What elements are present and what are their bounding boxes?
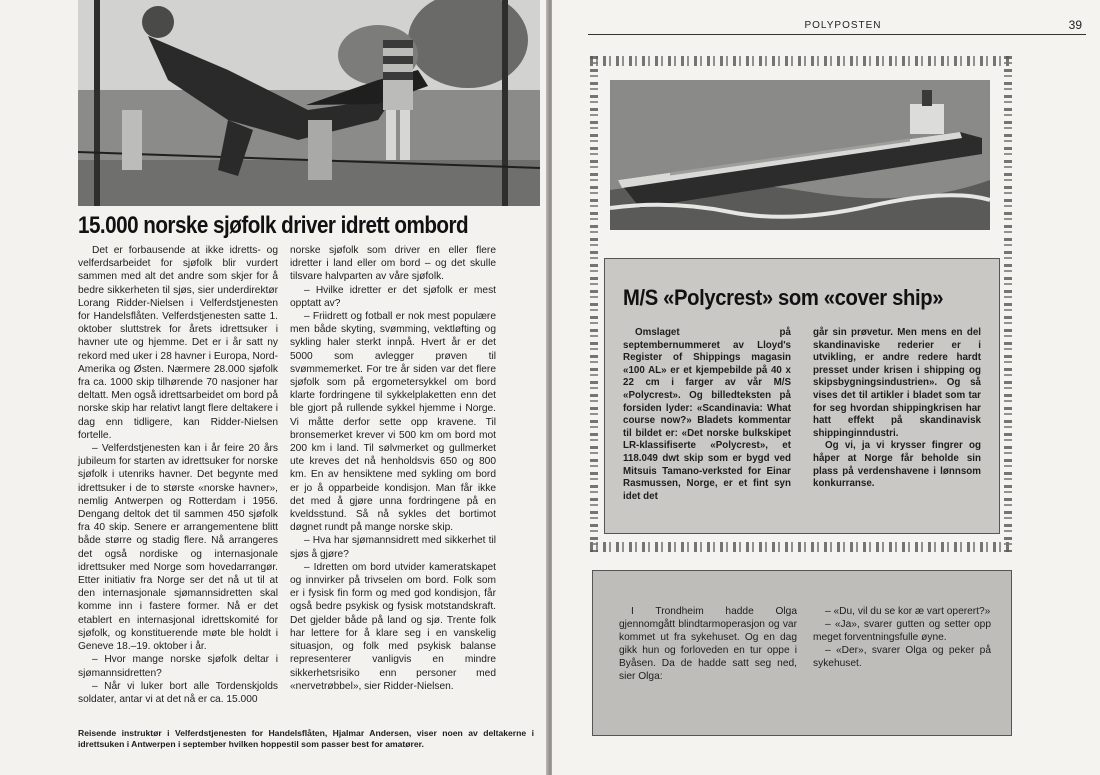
paragraph: – Hvilke idretter er det sjøfolk er mest opptatt av?	[290, 284, 496, 309]
paragraph: – «Du, vil du se kor æ vart operert?»	[825, 606, 991, 617]
paragraph: Det er forbausende at ikke idretts- og velferdsarbeidet for sjøfolk blir vurdert sammen med alt det andre som skjer for å bedre sikkerheten til sjøs, sier underdirektør Lorang Ridder-Nielsen i Velferdstjenesten for Handelsflåten. Velferdstjenesten satte 1. oktober sluttstrek for årets idrettsuker i havner ute og hjemme. Det er i år satt ny rekord med uker i 28 havner i Europa, Nord-Amerika og Østen. Nærmere 28.000 sjøfolk fra ca. 1000 skip tilhørende 70 nasjoner har deltatt. Men også idrettsarbeidet om bord på norske skip har relativt langt flere deltakere i dag enn tidligere, kan Ridder-Nielsen fortelle.	[78, 245, 278, 441]
polycrest-column-2	[813, 327, 981, 491]
olga-anecdote-box	[592, 570, 1012, 736]
ship-photo	[610, 80, 990, 230]
frame-border-bottom	[590, 542, 1012, 552]
running-head: POLYPOSTEN	[804, 20, 882, 31]
frame-border-right	[1004, 56, 1012, 552]
paragraph: – Velferdstjenesten kan i år feire 20 års jubileum for starten av idrettsuker for norske sjøfolk i utenriks havner. Det begynte med idrettsuker i de to største «norske havner», nemlig Antwerpen og Rotterdam i 1956. Dengang deltok det til sammen 450 sjøfolk fra 40 skip. Senere er arrangementene blitt både større og stadig flere. Nå arrangeres det også nordiske og internasjonale idrettsuker med Norge som hovedarrangør. Etter initiativ fra Norge ser det nå ut til at den internasjonale sjømannsidretten skal komme inn i fastere former. Nå er det etablert en internasjonal idrettskomité for sjøfolk, og konstituerende møte ble holdt i Geneve 18.–19. oktober i år.	[78, 443, 278, 653]
paragraph: I Trondheim hadde Olga gjennomgått blindtarmoperasjon og var kommet ut fra sykehuset. Og en dag gikk hun og forloveden en tur oppe i Byåsen. Da de hadde satt seg ned, sier Olga:	[619, 606, 797, 682]
polycrest-column-1	[623, 327, 791, 503]
paragraph: går sin prøvetur. Men mens en del skandinaviske rederier er i utvikling, er andre redere hardt presset under krisen i shipping og skipsbygningsindustrien». Og så vises det til artikler i bladet som tar for seg hvordan shippingkrisen har hatt effekt på skandinavisk shippinginndustri.	[813, 327, 981, 439]
frame-border-left	[590, 56, 598, 552]
paragraph: – Friidrett og fotball er nok mest populære men både skyting, svømming, vektløfting og sykling haler sterkt innpå. Hvert år er det 5000 som avlegger prøven til svømmemerket. For tre år siden var det flere sjøfolk som på ergometersykkel om bord klarte fordringene til sykkelplaketten enn det ble gjort på rullende sykkel hjemme i Norge. Vi måtte derfor sette opp kravene. Til bronsemerket krever vi 500 km om bord mot 200 km i land. Til sølvmerket og gullmerket ute kreves det nå henholdsvis 650 og 800 km. En av hensiktene med sykling om bord er jo å opparbeide kondisjon. Man får ikke det med å gjøre unna fordringene på en kveldsstund. Så nå sykles det bortimot døgnet rundt på mange norske skip.	[290, 311, 496, 534]
left-page	[0, 0, 548, 775]
polycrest-title: M/S «Polycrest» som «cover ship»	[623, 285, 944, 310]
paragraph: Omslaget på septembernummeret av Lloyd's Register of Shippings magasin «100 AL» er et kjempebilde på 40 x 22 cm i farger av vår M/S «Polycrest». Og billedteksten på forsiden lyder: «Scandinavia: What course now?» Bladets kommentar til bildet er: «Det norske bulkskipet LR-klassifiserte «Polycrest», et 118.049 dwt skip som er bygd ved Mitsuis Tamano-verksted for Einar Rasmussen, Norge, er et fint syn idet det	[623, 327, 791, 502]
paragraph: – Hva har sjømannsidrett med sikkerhet til sjøs å gjøre?	[290, 535, 496, 560]
article-column-1	[78, 244, 278, 706]
header-rule	[588, 34, 1086, 35]
paragraph: norske sjøfolk som driver en eller flere idretter i land eller om bord – og det skulle tilsvare halvparten av våre sjøfolk.	[290, 245, 496, 283]
page-number: 39	[1068, 18, 1082, 32]
high-jump-illustration	[78, 0, 540, 206]
right-page	[552, 0, 1100, 775]
paragraph: – Hvor mange norske sjøfolk deltar i sjømannsidretten?	[78, 654, 278, 679]
bulk-carrier-illustration	[610, 80, 990, 230]
paragraph: – «Ja», svarer gutten og setter opp meget forventningsfulle øyne.	[813, 619, 991, 643]
article-column-2	[290, 244, 496, 693]
article-headline: 15.000 norske sjøfolk driver idrett ombord	[78, 212, 469, 239]
paragraph: – Når vi luker bort alle Tordenskjolds soldater, antar vi at det nå er ca. 15.000	[78, 680, 278, 705]
paragraph: – «Der», svarer Olga og peker på sykehuset.	[813, 645, 991, 669]
anecdote-column-1	[619, 605, 797, 683]
frame-border-top	[590, 56, 1012, 66]
paragraph: Og vi, ja vi krysser fingrer og håper at Norge får beholde sin plass på verdenshavene i lønnsom konkurranse.	[813, 440, 981, 490]
paragraph: – Idretten om bord utvider kameratskapet og innvirker på trivselen om bord. Folk som er i fysisk fin form og med god kondisjon, får også bedre psykisk og fysisk motstandskraft. Det gjelder både på land og sjø. Trente folk har lettere for å klare seg i en vanskelig situasjon, og folk med psykisk balanse representerer vanligvis en mindre sikkerhetsrisiko enn personer med «nervetrøbbel», sier Ridder-Nielsen.	[290, 561, 496, 692]
polycrest-box	[604, 258, 1000, 534]
photo-caption: Reisende instruktør i Velferdstjenesten for Handelsflåten, Hjalmar Andersen, viser noen av deltakerne i idrettsuken i Antwerpen i september hvilken hoppestil som passer best for amatører.	[78, 728, 534, 749]
high-jump-photo	[78, 0, 540, 206]
anecdote-column-2	[813, 605, 991, 670]
